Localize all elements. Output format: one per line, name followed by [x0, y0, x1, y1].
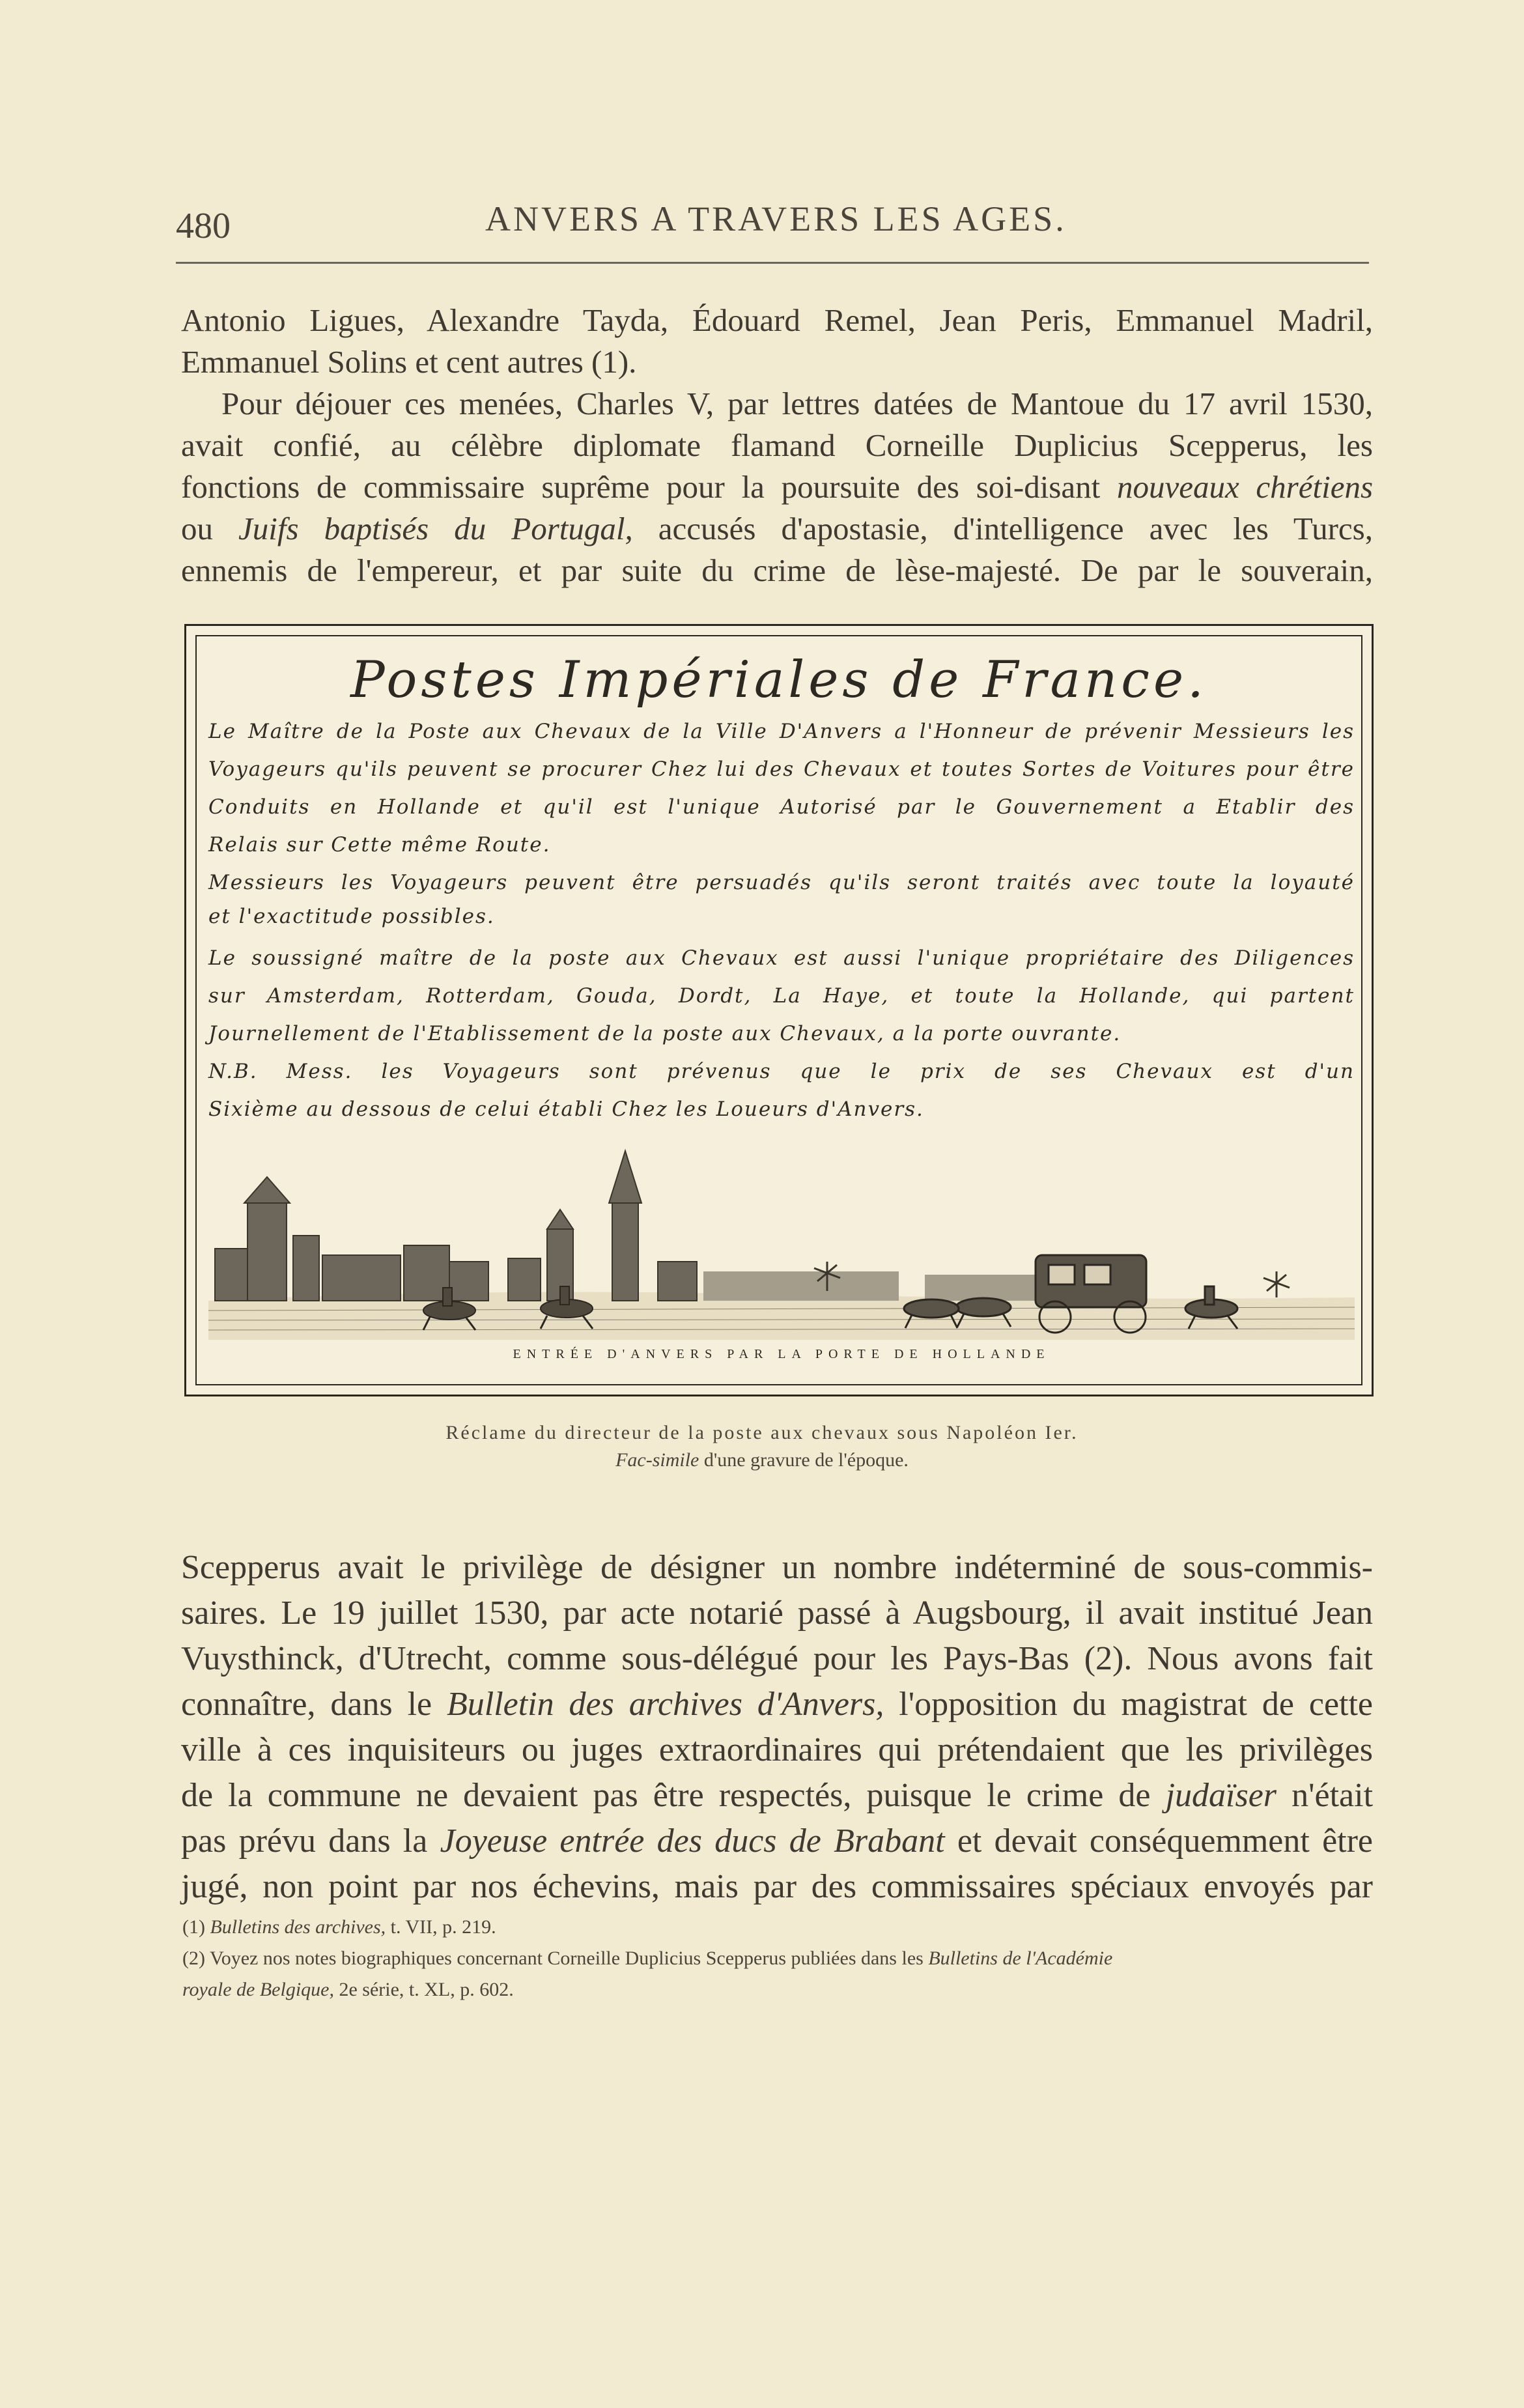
footnote-2 — [182, 1943, 1372, 2005]
italic-run: nouveaux chrétiens — [1116, 469, 1374, 505]
italic-run: judaïser — [1165, 1777, 1277, 1814]
body-paragraph-bottom — [181, 1545, 1373, 1910]
footnote-italic: royale de Belgique, — [182, 1979, 334, 2000]
engraving-line: Voyageurs qu'ils peuvent se procurer Chez lui des Chevaux et toutes Sortes de Voitures pour être — [208, 758, 1355, 781]
text-line — [181, 466, 1373, 508]
text-line: avait confié, au célèbre diplomate flamand Corneille Duplicius Scepperus, les — [181, 427, 1373, 463]
engraving-inner-frame — [195, 635, 1362, 1385]
italic-run: Bulletin des archives d'Anvers, — [447, 1686, 884, 1723]
text-line: jugé, non point par nos échevins, mais par des commissaires spéciaux envoyés par — [181, 1868, 1373, 1905]
header-rule — [176, 262, 1369, 264]
text-line: ville à ces inquisiteurs ou juges extraordinaires qui prétendaient que les privilèges — [181, 1731, 1373, 1768]
footnote-text: (2) Voyez nos notes biographiques concernant Corneille Duplicius Scepperus publiées dans les — [182, 1948, 929, 1969]
text-run: et devait conséquemment être — [957, 1822, 1374, 1860]
caption-text-run: d'une gravure de l'époque. — [699, 1449, 909, 1471]
caption-italic-run: Fac-simile — [615, 1449, 699, 1471]
text-line — [181, 1819, 1373, 1864]
text-run: de la commune ne devaient pas être respectés, puisque le crime de — [181, 1777, 1151, 1814]
text-line: Emmanuel Solins et cent autres (1). — [181, 344, 637, 380]
text-line: ennemis de l'empereur, et par suite du crime de lèse-majesté. De par le souverain, — [181, 552, 1373, 588]
engraving-line: Journellement de l'Etablissement de la poste aux Chevaux, a la porte ouvrante. — [208, 1022, 1122, 1045]
footnote-text: (1) — [182, 1916, 210, 1938]
engraving-line: Messieurs les Voyageurs peuvent être persuadés qu'ils seront traités avec toute la loyauté — [208, 871, 1355, 894]
footnote-text: t. VII, p. 219. — [386, 1916, 496, 1938]
text-run: pas prévu dans la — [181, 1822, 428, 1860]
text-run: n'était — [1291, 1777, 1374, 1814]
text-run: fonctions de commissaire suprême pour la poursuite des soi-disant — [181, 469, 1101, 505]
italic-run: Juifs baptisés du Portugal, — [238, 511, 633, 546]
engraving-line: Relais sur Cette même Route. — [208, 833, 551, 857]
text-line: Vuysthinck, d'Utrecht, comme sous-délégué pour les Pays-Bas (2). Nous avons fait — [181, 1640, 1373, 1677]
engraving-title: Postes Impériales de France. — [350, 651, 1207, 709]
page-number: 480 — [176, 206, 231, 246]
footnote-1 — [182, 1912, 1372, 1943]
footnote-italic: Bulletins des archives, — [210, 1916, 386, 1938]
engraving-line: Le Maître de la Poste aux Chevaux de la Ville D'Anvers a l'Honneur de prévenir Messieurs les — [208, 720, 1355, 743]
text-line — [181, 1773, 1373, 1819]
engraving-line: Sixième au dessous de celui établi Chez les Loueurs d'Anvers. — [208, 1098, 924, 1121]
text-run: l'opposition du magistrat de cette — [899, 1686, 1373, 1723]
running-head: ANVERS A TRAVERS LES AGES. — [485, 199, 1067, 238]
footnotes — [182, 1912, 1372, 2005]
figure-subcaption — [0, 1449, 1524, 1471]
text-run: connaître, dans le — [181, 1686, 432, 1723]
engraving-line: Conduits en Hollande et qu'il est l'unique Autorisé par le Gouvernement a Etablir des — [208, 795, 1355, 819]
engraving-line: et l'exactitude possibles. — [208, 905, 495, 928]
italic-run: Joyeuse entrée des ducs de Brabant — [440, 1822, 945, 1860]
city-landscape-illustration — [208, 1131, 1355, 1340]
text-line: saires. Le 19 juillet 1530, par acte notarié passé à Augsbourg, il avait institué Jean — [181, 1594, 1373, 1632]
engraving-scene — [208, 1131, 1355, 1361]
engraving-line: N.B. Mess. les Voyageurs sont prévenus que le prix de ses Chevaux est d'un — [208, 1060, 1355, 1083]
engraving-line: Le soussigné maître de la poste aux Chevaux est aussi l'unique propriétaire des Diligences — [208, 946, 1355, 970]
text-run: ou — [181, 511, 213, 546]
text-run: accusés d'apostasie, d'intelligence avec les Turcs, — [658, 511, 1374, 546]
figure-caption: Réclame du directeur de la poste aux chevaux sous Napoléon Ier. — [445, 1422, 1079, 1443]
footnote-italic: Bulletins de l'Académie — [928, 1948, 1113, 1969]
text-line — [181, 1682, 1373, 1727]
scene-caption: ENTRÉE D'ANVERS PAR LA PORTE DE HOLLANDE — [513, 1347, 1051, 1361]
text-line — [181, 508, 1373, 550]
text-line: Antonio Ligues, Alexandre Tayda, Édouard Remel, Jean Peris, Emmanuel Madril, — [181, 302, 1373, 338]
footnote-text: 2e série, t. XL, p. 602. — [333, 1979, 514, 2000]
text-line: Pour déjouer ces menées, Charles V, par lettres datées de Mantoue du 17 avril 1530, — [221, 386, 1373, 421]
facsimile-engraving — [184, 624, 1374, 1396]
text-line: Scepperus avait le privilège de désigner un nombre indéterminé de sous-commis- — [181, 1549, 1373, 1586]
engraving-line: sur Amsterdam, Rotterdam, Gouda, Dordt, La Haye, et toute la Hollande, qui partent — [208, 984, 1355, 1008]
body-paragraph-top — [181, 300, 1373, 591]
